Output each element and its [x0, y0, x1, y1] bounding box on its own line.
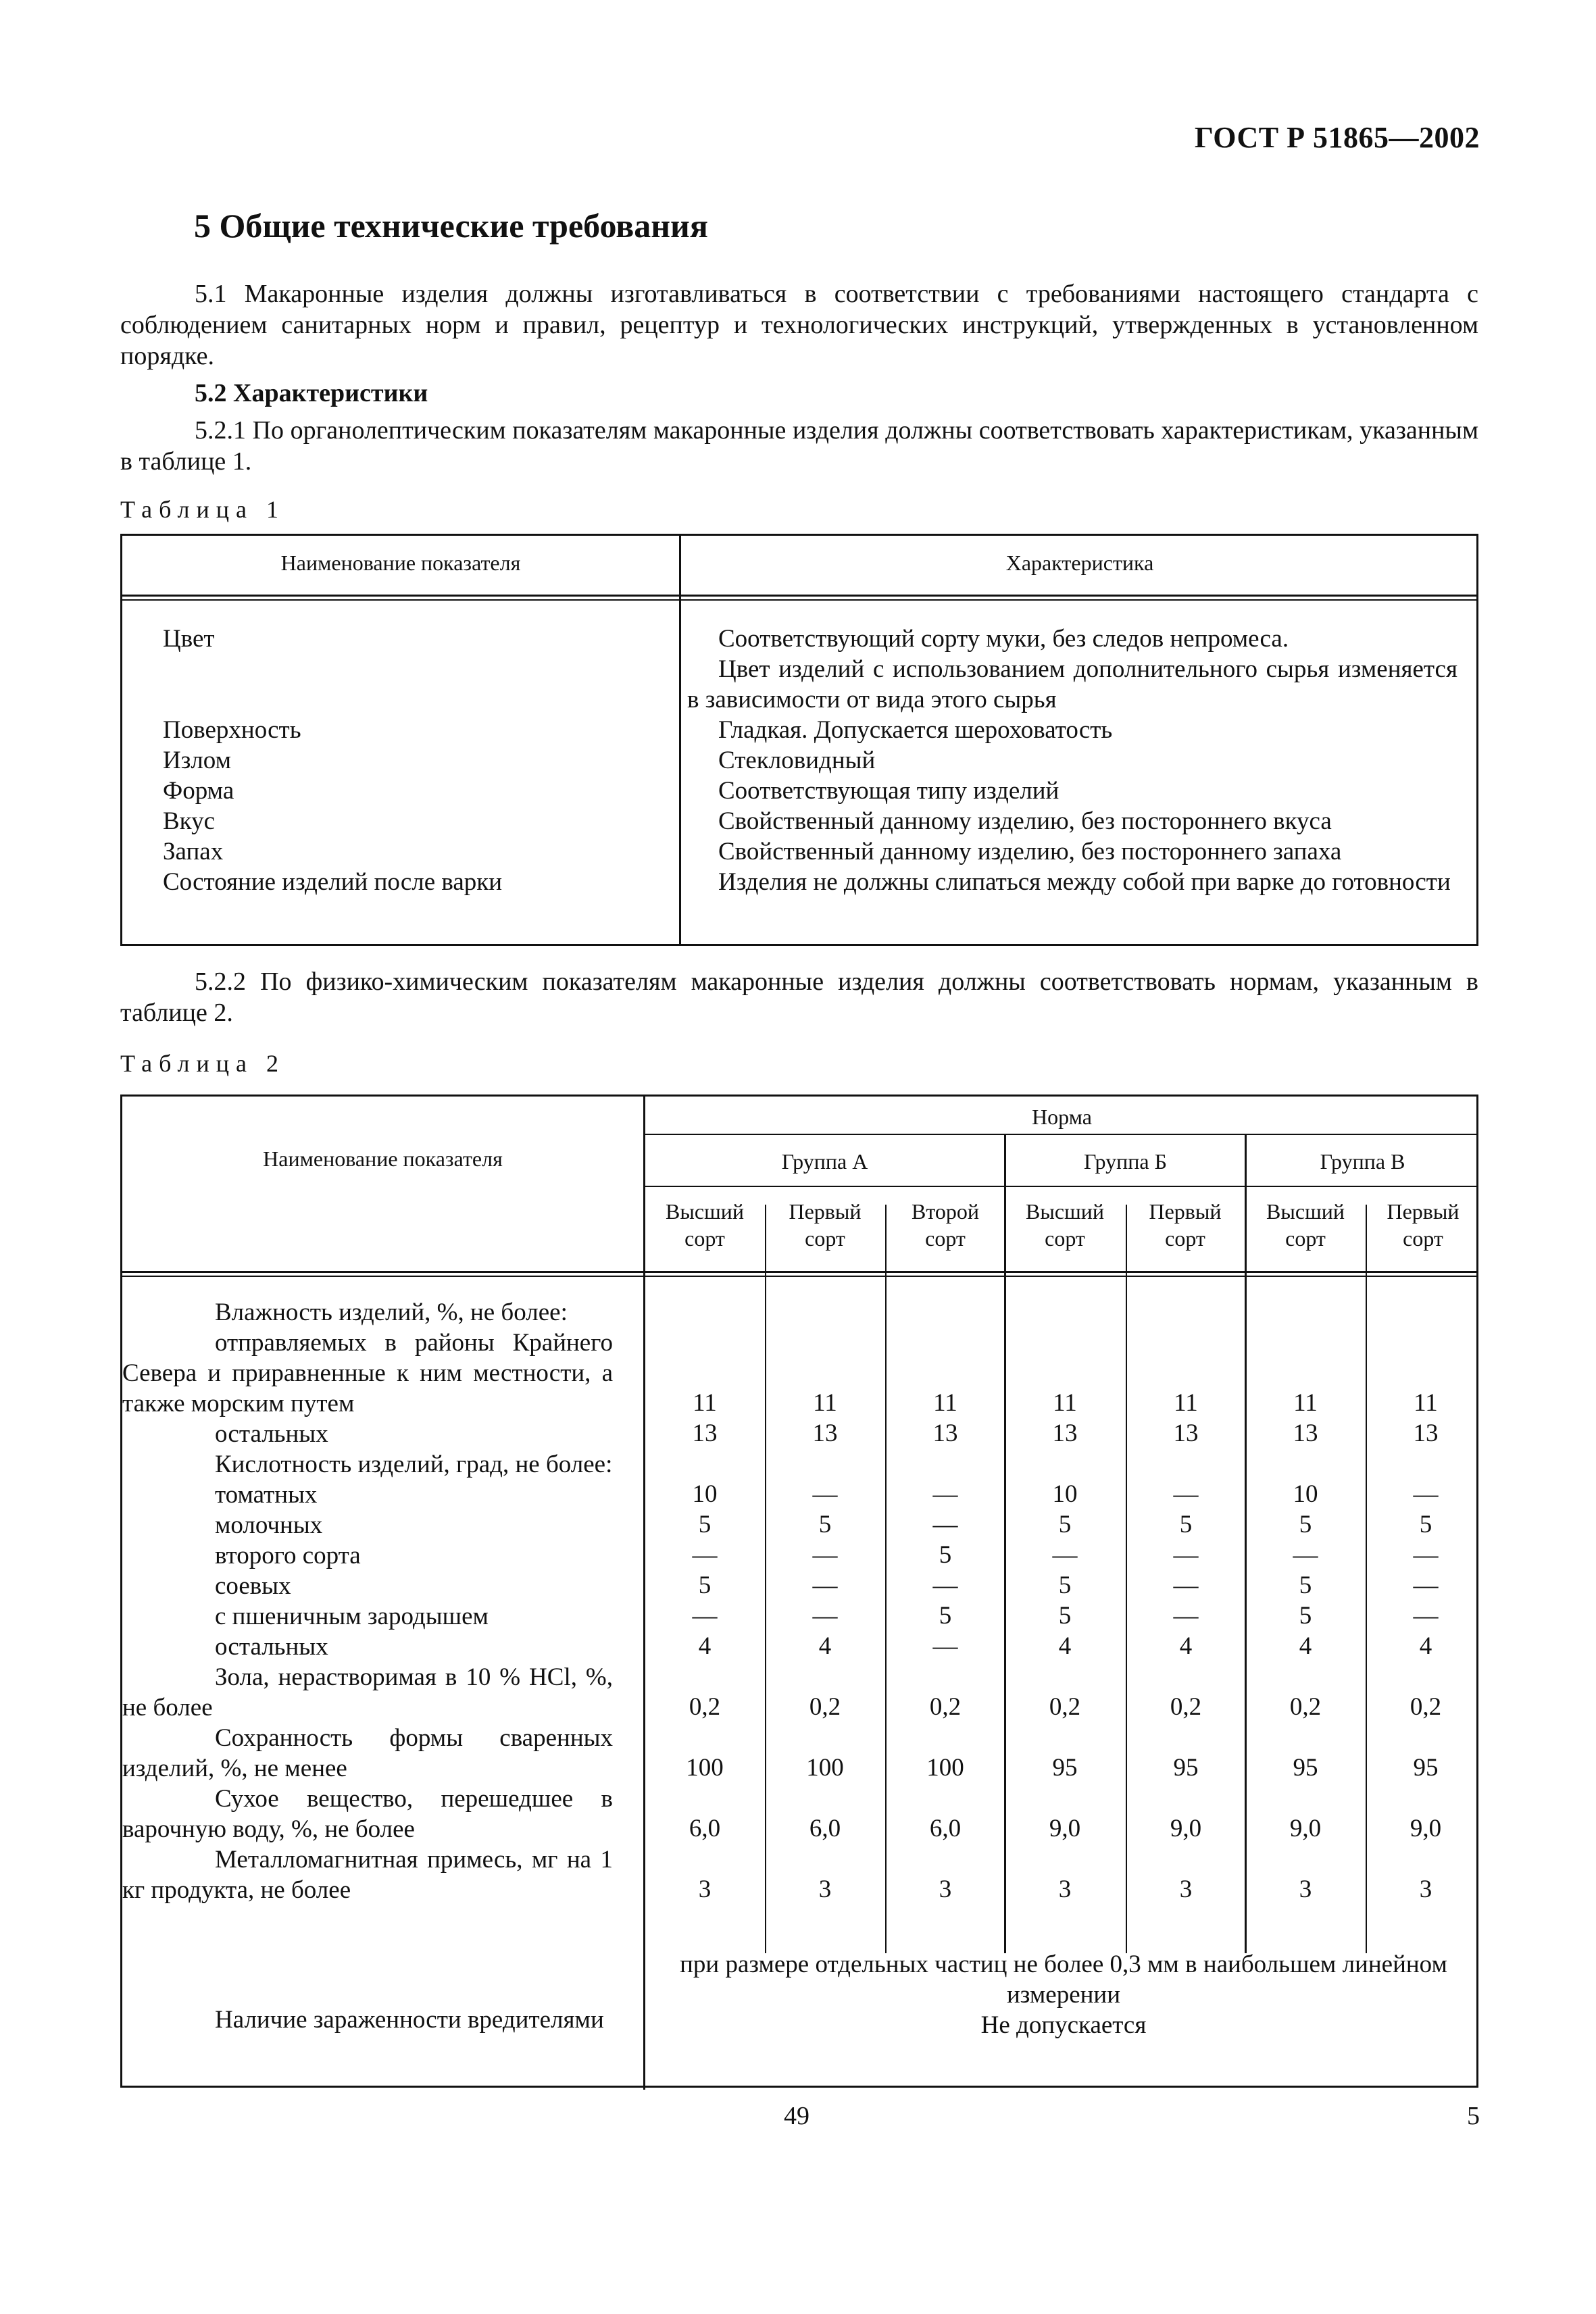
- table2-cell-milk: 5: [1419, 1511, 1432, 1538]
- table2-cell-metal: 3: [818, 1876, 832, 1903]
- table2-cell-germ: —: [1173, 1602, 1199, 1630]
- table2-group-v: Группа В: [1320, 1149, 1405, 1174]
- table2-hline: [122, 1271, 1478, 1273]
- table2-cell-acid-other: 4: [1179, 1632, 1193, 1660]
- table2-cell-metal: 3: [1419, 1876, 1432, 1903]
- table2-hline: [122, 1276, 1478, 1277]
- label-soy: соевых: [215, 1572, 291, 1600]
- table2-cell-tomato: —: [812, 1480, 838, 1508]
- table2-hline: [643, 1186, 1478, 1187]
- table2-cell-metal: 3: [1179, 1876, 1193, 1903]
- table1-header-divider-2: [122, 599, 1476, 601]
- table1-row-name: Запах: [163, 838, 224, 865]
- table2-grade: Первый сорт: [1387, 1199, 1460, 1251]
- table2-cell-dry: 9,0: [1049, 1815, 1081, 1842]
- table2-hline: [643, 1134, 1478, 1135]
- table2-cell-moisture-north: 11: [693, 1389, 717, 1417]
- table2-cell-germ: 5: [1058, 1602, 1072, 1630]
- table2-cell-moisture-other: 13: [1052, 1419, 1078, 1447]
- table2-cell-soy: 5: [1299, 1571, 1312, 1599]
- table2-cell-metal: 3: [939, 1876, 952, 1903]
- table1-row-value: Свойственный данному изделию, без постороннего вкуса: [718, 807, 1332, 835]
- table2-cell-tomato: —: [1173, 1480, 1199, 1508]
- table2-cell-shape: 95: [1173, 1754, 1199, 1782]
- label-second-grade: второго сорта: [215, 1542, 361, 1569]
- table2-cell-shape: 95: [1413, 1754, 1439, 1782]
- table2-cell-soy: —: [932, 1571, 958, 1599]
- table2-cell-moisture-other: 13: [692, 1419, 718, 1447]
- table1-row-name: Цвет: [163, 625, 215, 653]
- table2-cell-moisture-north: 11: [1293, 1389, 1318, 1417]
- page-number-center: 49: [784, 2102, 809, 2130]
- table2-header-norm: Норма: [1032, 1105, 1092, 1129]
- paragraph-5-1: [120, 278, 1478, 372]
- table2-cell-second-grade: —: [1173, 1541, 1199, 1569]
- table2-cell-soy: —: [1413, 1571, 1439, 1599]
- table2-group-a: Группа А: [781, 1149, 868, 1174]
- table-2: [120, 1095, 1478, 2088]
- paragraph-5-2-1: [120, 415, 1478, 477]
- label-milk: молочных: [215, 1511, 323, 1539]
- table2-cell-ash: 0,2: [689, 1693, 721, 1721]
- table2-cell-acid-other: —: [932, 1632, 958, 1660]
- table2-cell-dry: 9,0: [1410, 1815, 1442, 1842]
- table2-metal-note: при размере отдельных частиц не более 0,3 мм в наибольшем линейном измерении: [680, 1951, 1447, 2009]
- table1-header-name: Наименование показателя: [280, 551, 521, 575]
- table1-row-value: Гладкая. Допускается шероховатость: [718, 716, 1113, 744]
- table2-cell-ash: 0,2: [1410, 1693, 1442, 1721]
- table2-cell-tomato: —: [1413, 1480, 1439, 1508]
- table2-cell-soy: 5: [1058, 1571, 1072, 1599]
- table2-cell-dry: 6,0: [689, 1815, 721, 1842]
- table2-grade: Первый сорт: [1149, 1199, 1222, 1251]
- paragraph-5-1-text: 5.1 Макаронные изделия должны изготавливаться в соответствии с требованиями настоящего стандарта с соблюдением санитарных норм и правил, рецептур и технологических инструкций, утвержденных в установленном порядке.: [120, 280, 1478, 370]
- table2-cell-ash: 0,2: [809, 1693, 841, 1721]
- table2-cell-germ: —: [812, 1602, 838, 1630]
- paragraph-5-2-1-text: 5.2.1 По органолептическим показателям макаронные изделия должны соответствовать характеристикам, указанным в таблице 1.: [120, 416, 1478, 476]
- table2-cell-moisture-north: 11: [933, 1389, 957, 1417]
- table2-cell-second-grade: —: [692, 1541, 718, 1569]
- table2-cell-milk: 5: [698, 1511, 712, 1538]
- table2-cell-acid-other: 4: [698, 1632, 712, 1660]
- table1-row-name: Вкус: [163, 807, 216, 835]
- label-moisture-north: отправляемых в районы Крайнего Севера и приравненные к ним местности, а также морским путем: [122, 1329, 613, 1417]
- table1-row-value: Соответствующий сорту муки, без следов непромеса.: [718, 625, 1289, 653]
- table1-row-name: Излом: [163, 747, 232, 774]
- table1-row-name: Состояние изделий после варки: [163, 868, 503, 896]
- table2-group-b: Группа Б: [1084, 1149, 1167, 1174]
- table2-pests-value: Не допускается: [980, 2011, 1147, 2039]
- table2-cell-germ: 5: [1299, 1602, 1312, 1630]
- table2-cell-second-grade: —: [812, 1541, 838, 1569]
- table2-cell-second-grade: —: [1052, 1541, 1078, 1569]
- standard-number: ГОСТ Р 51865—2002: [1194, 121, 1480, 154]
- paragraph-5-2-2: [120, 966, 1478, 1028]
- table2-cell-metal: 3: [698, 1876, 712, 1903]
- table2-cell-soy: 5: [698, 1571, 712, 1599]
- table2-cell-moisture-other: 13: [812, 1419, 838, 1447]
- table2-cell-second-grade: 5: [939, 1541, 952, 1569]
- table1-row-value: Изделия не должны слипаться между собой при варке до готовности: [718, 868, 1451, 896]
- table1-row-name: Поверхность: [163, 716, 301, 744]
- label-moisture-other: остальных: [215, 1420, 328, 1448]
- table2-cell-shape: 100: [926, 1754, 964, 1782]
- table2-cell-dry: 9,0: [1170, 1815, 1202, 1842]
- table2-cell-second-grade: —: [1293, 1541, 1318, 1569]
- table2-grade: Высший сорт: [666, 1199, 744, 1251]
- table2-cell-soy: —: [1173, 1571, 1199, 1599]
- table1-caption: Таблица 1: [120, 496, 285, 523]
- table1-header-divider: [122, 595, 1476, 597]
- table2-cell-milk: 5: [1299, 1511, 1312, 1538]
- table2-cell-acid-other: 4: [1058, 1632, 1072, 1660]
- table2-cell-dry: 6,0: [809, 1815, 841, 1842]
- table2-cell-ash: 0,2: [1049, 1693, 1081, 1721]
- table2-cell-moisture-other: 13: [1173, 1419, 1199, 1447]
- table1-names: [163, 624, 502, 897]
- table1-row-value: Стекловидный: [718, 747, 876, 774]
- table2-cell-moisture-other: 13: [932, 1419, 958, 1447]
- table2-grade: Первый сорт: [789, 1199, 862, 1251]
- table2-cell-moisture-north: 11: [813, 1389, 837, 1417]
- table2-cell-milk: 5: [1179, 1511, 1193, 1538]
- label-pests: Наличие зараженности вредителями: [215, 2006, 604, 2034]
- table1-header-value: Характеристика: [1005, 551, 1154, 575]
- table1-row-name: Форма: [163, 777, 234, 805]
- table2-caption: Таблица 2: [120, 1050, 285, 1077]
- table1-row-value: Соответствующая типу изделий: [718, 777, 1059, 805]
- label-shape: Сохранность формы сваренных изделий, %, не менее: [122, 1724, 613, 1782]
- table2-cell-metal: 3: [1299, 1876, 1312, 1903]
- table2-cell-moisture-other: 13: [1413, 1419, 1439, 1447]
- table2-cell-moisture-north: 11: [1053, 1389, 1077, 1417]
- table2-cell-ash: 0,2: [1170, 1693, 1202, 1721]
- table2-cell-dry: 6,0: [929, 1815, 962, 1842]
- table2-cell-tomato: 10: [1293, 1480, 1318, 1508]
- table2-grade: Второй сорт: [911, 1199, 980, 1251]
- subsection-title: 5.2 Характеристики: [195, 379, 428, 407]
- label-tomato: томатных: [215, 1481, 318, 1509]
- table2-cell-tomato: —: [932, 1480, 958, 1508]
- table1-row-value: Цвет изделий с использованием дополнительного сырья изменяется в зависимости от вида этого сырья: [687, 655, 1457, 713]
- paragraph-5-2-2-text: 5.2.2 По физико-химическим показателям макаронные изделия должны соответствовать нормам, указанным в таблице 2.: [120, 967, 1478, 1027]
- table2-cell-dry: 9,0: [1289, 1815, 1322, 1842]
- table2-cell-milk: 5: [1058, 1511, 1072, 1538]
- table2-cell-germ: —: [1413, 1602, 1439, 1630]
- table2-cell-moisture-north: 11: [1414, 1389, 1438, 1417]
- label-ash: Зола, нерастворимая в 10 % HCl, %, не более: [122, 1663, 613, 1721]
- table2-cell-metal: 3: [1058, 1876, 1072, 1903]
- table2-cell-tomato: 10: [1052, 1480, 1078, 1508]
- label-acidity: Кислотность изделий, град, не более:: [215, 1451, 613, 1478]
- table2-cell-shape: 95: [1052, 1754, 1078, 1782]
- table2-label-pests-wrap: [122, 2005, 622, 2035]
- label-germ: с пшеничным зародышем: [215, 1603, 489, 1630]
- page-number-right: 5: [1467, 2102, 1480, 2130]
- table2-labels: [122, 1297, 622, 1905]
- label-dry: Сухое вещество, перешедшее в варочную воду, %, не более: [122, 1785, 613, 1843]
- table2-header-name: Наименование показателя: [263, 1147, 503, 1171]
- table2-cell-milk: —: [932, 1511, 958, 1538]
- table2-cell-acid-other: 4: [818, 1632, 832, 1660]
- table2-cell-moisture-other: 13: [1293, 1419, 1318, 1447]
- table1-values: [687, 624, 1457, 897]
- table2-cell-germ: —: [692, 1602, 718, 1630]
- table-1: [120, 534, 1478, 946]
- label-moisture: Влажность изделий, %, не более:: [215, 1299, 568, 1326]
- table2-cell-tomato: 10: [692, 1480, 718, 1508]
- table2-cell-ash: 0,2: [1289, 1693, 1322, 1721]
- table2-cell-shape: 100: [806, 1754, 844, 1782]
- section-title: 5 Общие технические требования: [194, 207, 708, 245]
- table2-cell-shape: 100: [686, 1754, 724, 1782]
- table2-cell-acid-other: 4: [1419, 1632, 1432, 1660]
- table1-column-divider: [679, 536, 681, 944]
- table2-cell-moisture-north: 11: [1174, 1389, 1198, 1417]
- table2-cell-ash: 0,2: [929, 1693, 962, 1721]
- table2-cell-germ: 5: [939, 1602, 952, 1630]
- label-acid-other: остальных: [215, 1633, 328, 1661]
- table1-row-value: Свойственный данному изделию, без постороннего запаха: [718, 838, 1342, 865]
- table2-cell-soy: —: [812, 1571, 838, 1599]
- table2-cell-shape: 95: [1293, 1754, 1318, 1782]
- table2-grade: Высший сорт: [1026, 1199, 1104, 1251]
- table2-cell-milk: 5: [818, 1511, 832, 1538]
- table2-cell-second-grade: —: [1413, 1541, 1439, 1569]
- table2-cell-acid-other: 4: [1299, 1632, 1312, 1660]
- label-metal: Металломагнитная примесь, мг на 1 кг продукта, не более: [122, 1846, 613, 1904]
- table2-grade: Высший сорт: [1266, 1199, 1345, 1251]
